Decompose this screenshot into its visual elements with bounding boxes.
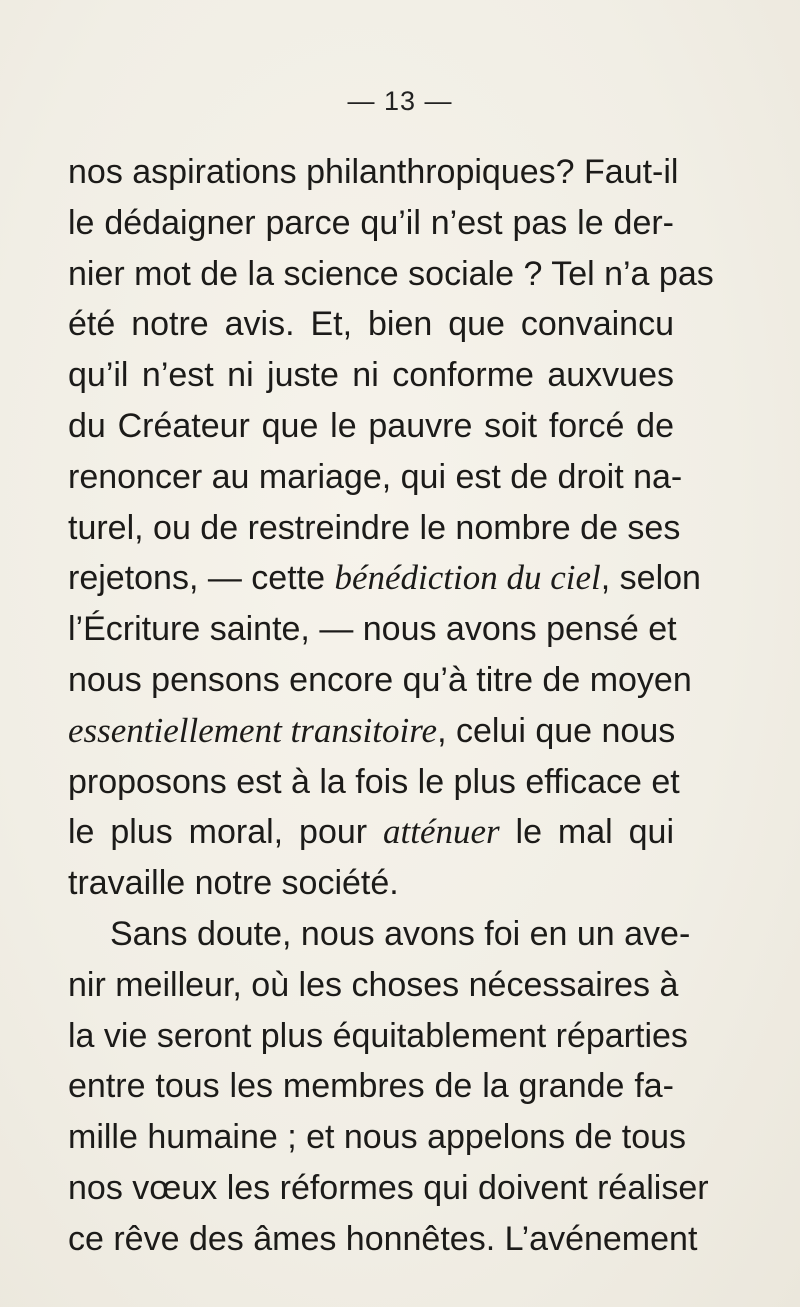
text-line: nos aspirations philanthropiques? Faut-il (68, 153, 679, 191)
paragraph-start-line: Sans doute, nous avons foi en un ave- (110, 914, 691, 953)
text-line: rejetons, — cette bénédiction du ciel, selon (68, 558, 701, 598)
text-line: l’Écriture sainte, — nous avons pensé et (68, 610, 677, 649)
text-line: entre tous les membres de la grande fa- (68, 1067, 674, 1106)
italic-phrase: atténuer (383, 812, 500, 852)
italic-phrase: essentiellement transitoire (68, 710, 438, 750)
text-line: la vie seront plus équitablement réparties (68, 1016, 688, 1055)
text-line: essentiellement transitoire, celui que nous (68, 710, 676, 750)
text-line: du Créateur que le pauvre soit forcé de (68, 406, 674, 445)
page-number: — 13 — (347, 86, 453, 116)
text-line: ce rêve des âmes honnêtes. L’avénement (68, 1219, 698, 1258)
text-line: renoncer au mariage, qui est de droit na- (68, 457, 683, 496)
text-line: nos vœux les réformes qui doivent réaliser (68, 1168, 709, 1207)
paragraph-end-line: travaille notre société. (68, 864, 399, 903)
text-line: mille humaine ; et nous appelons de tous (68, 1118, 687, 1157)
text-line: le dédaigner parce qu’il n’est pas le der- (68, 203, 674, 242)
text-line: nir meilleur, où les choses nécessaires à (68, 965, 679, 1004)
body-text (68, 147, 714, 1265)
text-line: proposons est à la fois le plus efficace et (68, 762, 680, 801)
text-line: qu’il n’est ni juste ni conforme auxvues (68, 356, 674, 395)
text-line: été notre avis. Et, bien que convaincu (68, 305, 674, 344)
italic-phrase: bénédiction du ciel (334, 558, 601, 598)
text-line: nier mot de la science sociale ? Tel n’a pas (68, 254, 714, 293)
text-line: turel, ou de restreindre le nombre de ses (68, 508, 681, 547)
text-line: le plus moral, pour atténuer le mal qui (68, 812, 674, 852)
text-line: nous pensons encore qu’à titre de moyen (68, 660, 692, 699)
